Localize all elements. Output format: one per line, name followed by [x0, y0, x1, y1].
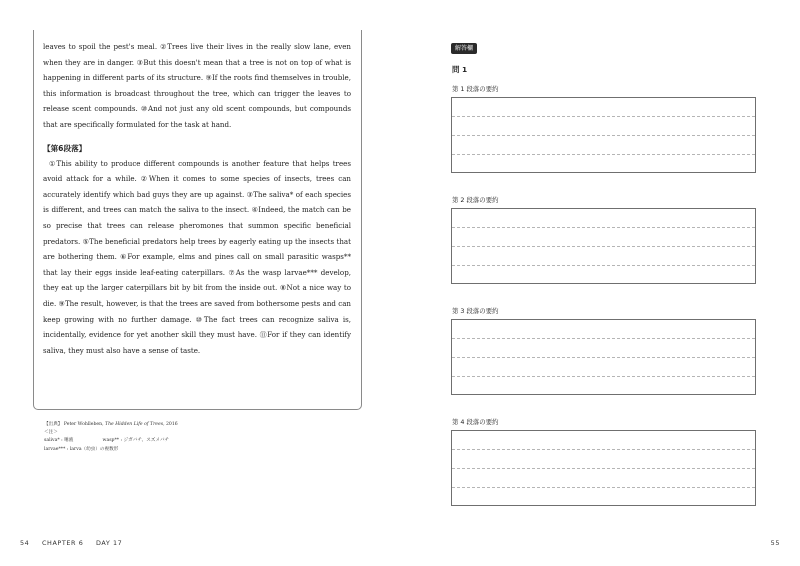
answer-line	[452, 468, 755, 469]
answer-line	[452, 357, 755, 358]
notes-label: ＜注＞	[44, 430, 58, 436]
section-label-3: 第 3 段落の要約	[452, 307, 499, 315]
answer-box-1[interactable]	[451, 97, 756, 173]
source-block	[44, 421, 344, 454]
answer-line	[452, 227, 755, 228]
question-label: 問 1	[452, 65, 468, 74]
footer-left	[20, 539, 132, 547]
answer-line	[452, 449, 755, 450]
answer-line	[452, 246, 755, 247]
answer-line	[452, 135, 755, 136]
source-title: The Hidden Life of Trees	[105, 422, 164, 427]
section-label-4: 第 4 段落の要約	[452, 418, 499, 426]
note-line-2: larvae*** : larva（幼虫）の複数形	[44, 446, 119, 452]
passage-box	[33, 30, 362, 410]
answer-box-3[interactable]	[451, 319, 756, 395]
answer-box-4[interactable]	[451, 430, 756, 506]
answer-line	[452, 487, 755, 488]
answer-line	[452, 154, 755, 155]
source-citation	[44, 421, 344, 429]
chapter-label: CHAPTER 6	[41, 539, 84, 547]
page-number-right: 55	[770, 539, 780, 547]
paragraph-6: ①This ability to produce different compounds is another feature that helps trees avoid attack for a while. ②When it comes to some species of insects, trees can accurately identify which bad guys they are up against. ③The saliva* of each species is different, and trees can match the saliva to the insect. ④Indeed, the match can be so precise that trees can release pheromones that summon specific beneficial predators. ⑤The beneficial predators help trees by eagerly eating up the insects that are bothering them. ⑥For example, elms and pines call on small parasitic wasps** that lay their eggs inside leaf-eating caterpillars. ⑦As the wasp larvae*** develop, they eat up the larger caterpillars bit by bit from the inside out. ⑧Not a nice way to die. ⑨The result, however, is that the trees are saved from bothersome pests and can keep growing with no further damage. ⑩The fact trees can recognize saliva is, incidentally, evidence for yet another skill they must have. ⑪For if they can identify saliva, they must also have a sense of taste.	[43, 158, 351, 355]
source-label: 【出典】	[44, 422, 63, 427]
section-label-1: 第 1 段落の要約	[452, 85, 499, 93]
day-label: DAY 17	[96, 539, 123, 547]
paragraph-6-heading: 【第6段落】	[43, 143, 87, 153]
page-number-left: 54	[20, 539, 30, 547]
note-line-1: saliva* : 唾液 wasp** : ジガバチ、スズメバチ	[44, 438, 170, 444]
answer-area-badge: 解答欄	[451, 43, 477, 54]
answer-line	[452, 338, 755, 339]
answer-line	[452, 116, 755, 117]
source-author: Peter Wohlleben,	[63, 422, 106, 427]
answer-box-2[interactable]	[451, 208, 756, 284]
answer-line	[452, 265, 755, 266]
answer-line	[452, 376, 755, 377]
paragraph-5-end: leaves to spoil the pest's meal. ②Trees live their lives in the really slow lane, even when they are in danger. ③But this doesn't mean that a tree is not on top of what is happening in different parts of its structure. ⑨If the roots find themselves in trouble, this information is broadcast throughout the tree, which can trigger the leaves to release scent compounds. ⑩And not just any old scent compounds, but compounds that are specifically formulated for the task at hand.	[43, 42, 351, 129]
source-year: , 2016	[163, 422, 178, 427]
section-label-2: 第 2 段落の要約	[452, 196, 499, 204]
